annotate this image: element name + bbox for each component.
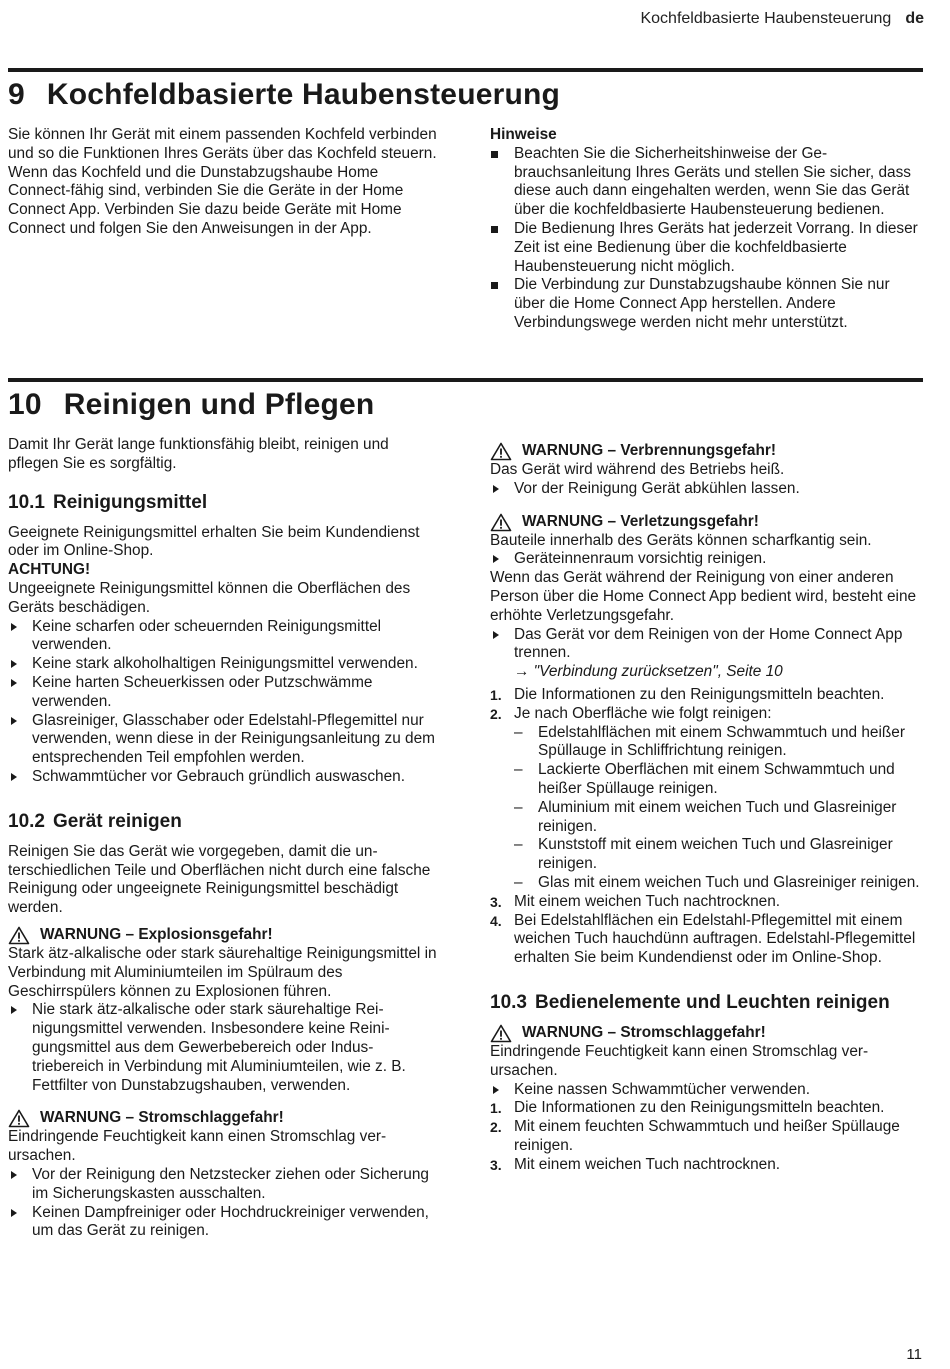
instruction-list bbox=[490, 626, 922, 664]
step-item: 3. Mit einem weichen Tuch nachtrocknen. bbox=[490, 1155, 781, 1173]
steps-list bbox=[490, 1099, 922, 1174]
subsection-10-2-title: 10.2 Gerät reinigen bbox=[8, 810, 182, 832]
achtung-label: ACHTUNG! bbox=[8, 561, 91, 579]
list-item: Das Gerät vor dem Reinigen von der Home Connect App trennen. bbox=[490, 626, 922, 664]
warning-heading: WARNUNG – Verletzungsgefahr! bbox=[490, 513, 922, 532]
list-item: Keinen Dampfreiniger oder Hochdruckreiniger verwenden, um das Gerät zu reinigen. bbox=[8, 1204, 440, 1242]
step-item: 1. Die Informationen zu den Reinigungsmitteln beachten. bbox=[490, 685, 885, 703]
paragraph: Reinigen Sie das Gerät wie vorgegeben, damit die unterschiedlichen Teile und Oberflächen nicht durch eine falsche Reinigung oder ungeeignete Reinigungsmittel beschädigt werden. bbox=[8, 842, 431, 917]
instruction-list bbox=[490, 480, 922, 499]
list-item: – Edelstahlflächen mit einem Schwammtuch und heißer Spüllauge in Schliffrichtung reinigen. bbox=[514, 723, 905, 760]
cross-reference-link[interactable]: → "Verbindung zurücksetzen", Seite 10 bbox=[514, 663, 783, 681]
language-code: de bbox=[905, 10, 924, 27]
hinweise-list bbox=[490, 145, 922, 333]
list-item: Keine harten Scheuerkissen oder Putzschwämme verwenden. bbox=[8, 674, 440, 712]
paragraph: Sie können Ihr Gerät mit einem passenden Kochfeld verbinden und so die Funktionen Ihres Geräts über das Kochfeld steuern. bbox=[8, 126, 437, 162]
intro-paragraph: Damit Ihr Gerät lange funktionsfähig bleibt, reinigen und pflegen Sie es sorgfältig. bbox=[8, 436, 389, 472]
list-item: Nie stark ätz-alkalische oder stark säurehaltige Reinigungsmittel verwenden. Insbesondere keine Reinigungsmittel aus dem Gewerbebereich oder Industriebereich in Verbindung mit Aluminiumteilen, wie z. B. Fettfilter von Dunstabzugshauben, verwenden. bbox=[8, 1001, 440, 1095]
list-item: Geräteinnenraum vorsichtig reinigen. bbox=[490, 550, 922, 569]
list-item: Keine stark alkoholhaltigen Reinigungsmittel verwenden. bbox=[8, 655, 440, 674]
list-item: Keine scharfen oder scheuernden Reinigungsmittel verwenden. bbox=[8, 618, 440, 656]
warning-text: Eindringende Feuchtigkeit kann einen Stromschlag verursachen. bbox=[490, 1042, 869, 1079]
list-item: – Lackierte Oberflächen mit einem Schwammtuch und heißer Spüllauge reinigen. bbox=[514, 761, 895, 797]
running-header bbox=[640, 10, 924, 28]
warning-triangle-icon bbox=[490, 1024, 512, 1043]
step-item: 2. Mit einem feuchten Schwammtuch und heißer Spüllauge reinigen. bbox=[490, 1118, 900, 1154]
warning-text: Bauteile innerhalb des Geräts können scharfkantig sein. bbox=[490, 531, 872, 549]
subsection-10-3-title: 10.3 Bedienelemente und Leuchten reinigen bbox=[490, 991, 890, 1013]
surface-list bbox=[490, 724, 922, 893]
instruction-list bbox=[490, 1081, 922, 1100]
list-item: – Kunststoff mit einem weichen Tuch und Glasreiniger reinigen. bbox=[514, 836, 893, 873]
list-item: – Aluminium mit einem weichen Tuch und Glasreiniger reinigen. bbox=[514, 798, 897, 835]
list-item: Schwammtücher vor Gebrauch gründlich auswaschen. bbox=[8, 768, 440, 787]
header-title: Kochfeldbasierte Haubensteuerung bbox=[640, 10, 892, 27]
hinweise-heading: Hinweise bbox=[490, 126, 557, 143]
page-number: 11 bbox=[906, 1346, 922, 1363]
instruction-list bbox=[8, 1001, 440, 1095]
section-rule bbox=[8, 378, 923, 382]
warning-triangle-icon bbox=[8, 1109, 30, 1128]
section-10-left-column bbox=[8, 436, 440, 1241]
warning-triangle-icon bbox=[490, 513, 512, 532]
list-item: Die Verbindung zur Dunstabzugshaube können Sie nur über die Home Connect App herstellen. Andere Verbindungswege werden nicht mehr unterstützt. bbox=[490, 276, 922, 332]
instruction-list bbox=[490, 550, 922, 569]
warning-heading: WARNUNG – Explosionsgefahr! bbox=[8, 926, 440, 945]
list-item: Beachten Sie die Sicherheitshinweise der Gebrauchsanleitung Ihres Geräts und stellen Sie sicher, dass diese auch dann eingehalten werden, wenn Sie das Gerät über die kochfeldbasierte Haubensteuerung bedienen. bbox=[490, 145, 922, 220]
section-9-title: 9 Kochfeldbasierte Haubensteuerung bbox=[8, 78, 561, 111]
instruction-list bbox=[8, 618, 440, 787]
step-item: 4. Bei Edelstahlflächen ein Edelstahl-Pflegemittel mit einem weichen Tuch hauchdünn auftragen. Edelstahl-Pflegemittel erhalten Sie beim Kundendienst oder im Online-Shop. bbox=[490, 911, 916, 967]
steps-list bbox=[490, 893, 922, 968]
steps-list bbox=[490, 686, 922, 724]
warning-text: Wenn das Gerät während der Reinigung von einer anderen Person über die Home Connect App bedient wird, besteht eine erhöhte Verletzungsgefahr. bbox=[490, 569, 917, 624]
list-item: Die Bedienung Ihres Geräts hat jederzeit Vorrang. In dieser Zeit ist eine Bedienung über die kochfeldbasierte Haubensteuerung nicht möglich. bbox=[490, 220, 922, 276]
paragraph: Wenn das Kochfeld und die Dunstabzugshaube Home Connect-fähig sind, verbinden Sie die Geräte in der Home Connect App. Verbinden Sie dazu beide Geräte mit Home Connect und folgen Sie den Anweisungen in der App. bbox=[8, 163, 404, 237]
section-10-title: 10 Reinigen und Pflegen bbox=[8, 388, 375, 421]
section-rule bbox=[8, 68, 923, 72]
warning-heading: WARNUNG – Verbrennungsgefahr! bbox=[490, 442, 922, 461]
list-item: Vor der Reinigung Gerät abkühlen lassen. bbox=[490, 480, 922, 499]
warning-text: Stark ätz-alkalische oder stark säurehaltige Reinigungsmittel in Verbindung mit Aluminiumteilen im Spülraum des Geschirrspülers können zu Explosionen führen. bbox=[8, 944, 437, 1000]
warning-text: Eindringende Feuchtigkeit kann einen Stromschlag verursachen. bbox=[8, 1128, 387, 1165]
paragraph: Ungeeignete Reinigungsmittel können die Oberflächen des Geräts beschädigen. bbox=[8, 579, 411, 616]
warning-triangle-icon bbox=[490, 442, 512, 461]
warning-triangle-icon bbox=[8, 926, 30, 945]
subsection-10-1-title: 10.1 Reinigungsmittel bbox=[8, 491, 208, 513]
warning-heading: WARNUNG – Stromschlaggefahr! bbox=[8, 1109, 440, 1128]
instruction-list bbox=[8, 1166, 440, 1241]
step-item: 3. Mit einem weichen Tuch nachtrocknen. bbox=[490, 892, 781, 910]
paragraph: Geeignete Reinigungsmittel erhalten Sie beim Kundendienst oder im Online-Shop. bbox=[8, 523, 420, 560]
list-item: – Glas mit einem weichen Tuch und Glasreiniger reinigen. bbox=[514, 873, 920, 891]
section-10-right-column bbox=[490, 442, 922, 1175]
section-9-left-column bbox=[8, 126, 440, 239]
list-item: Keine nassen Schwammtücher verwenden. bbox=[490, 1081, 922, 1100]
list-item: Glasreiniger, Glasschaber oder Edelstahl-Pflegemittel nur verwenden, wenn diese in der Reinigungsanleitung zu dem entsprechenden Teil empfohlen werden. bbox=[8, 712, 440, 768]
section-9-right-column bbox=[490, 126, 922, 333]
step-item: 1. Die Informationen zu den Reinigungsmitteln beachten. bbox=[490, 1099, 885, 1117]
list-item: Vor der Reinigung den Netzstecker ziehen oder Sicherung im Sicherungskasten ausschalten. bbox=[8, 1166, 440, 1204]
warning-text: Das Gerät wird während des Betriebs heiß. bbox=[490, 461, 785, 478]
step-item: 2. Je nach Oberfläche wie folgt reinigen: bbox=[490, 704, 772, 722]
warning-heading: WARNUNG – Stromschlaggefahr! bbox=[490, 1024, 922, 1043]
